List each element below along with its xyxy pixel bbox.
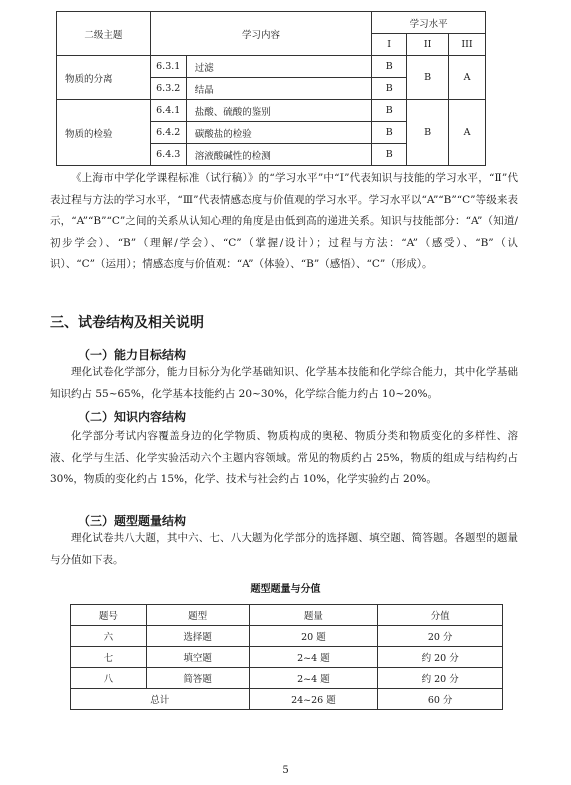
score-table <box>70 604 503 710</box>
header-level-2: II <box>407 34 449 56</box>
table-cell: 选择题 <box>146 626 249 647</box>
header-level: 学习水平 <box>372 12 486 34</box>
table-cell: 简答题 <box>146 668 249 689</box>
content-cell: 碳酸盐的检验 <box>186 122 372 144</box>
table-cell: 六 <box>71 626 147 647</box>
level-cell: A <box>449 100 486 166</box>
table-row <box>71 626 503 647</box>
header-topic: 二级主题 <box>57 12 151 56</box>
table-cell: 约 20 分 <box>378 668 503 689</box>
table-cell: 2~4 题 <box>249 647 378 668</box>
code-cell: 6.4.2 <box>150 122 186 144</box>
subsection-heading-types: （三）题型题量结构 <box>78 514 187 528</box>
table-cell: 约 20 分 <box>378 647 503 668</box>
table-row <box>57 100 486 122</box>
content-cell: 溶液酸碱性的检测 <box>186 144 372 166</box>
header-level-3: III <box>449 34 486 56</box>
learning-level-table <box>56 11 486 166</box>
code-cell: 6.3.2 <box>150 78 186 100</box>
topic-cell: 物质的检验 <box>57 100 151 166</box>
content-paragraph: 化学部分考试内容覆盖身边的化学物质、物质构成的奥秘、物质分类和物质变化的多样性、溶液、化学与生活、化学实验活动六个主题内容领域。常见的物质约占 25%，物质的组成与结构约占 30%，物质的变化约占 15%，化学、技术与社会约占 10%，化学实验约占 20%。 <box>50 430 518 485</box>
level-note-paragraph: 《上海市中学化学课程标准（试行稿）》的“学习水平”中“Ⅰ”代表知识与技能的学习水平，“Ⅱ”代表过程与方法的学习水平，“Ⅲ”代表情感态度与价值观的学习水平。学习水平以“A”“B”“C”等级来表示，“A”“B”“C”之间的关系从认知心理的角度是由低到高的递进关系。知识与技能部分：“A”（知道/初步学会）、“B”（理解/学会）、“C”（掌握/设计）；过程与方法：“A”（感受）、“B”（认识）、“C”（运用）；情感态度与价值观：“A”（体验）、“B”（感悟）、“C”（形成）。 <box>50 172 518 270</box>
level-cell: B <box>372 100 407 122</box>
level-cell: B <box>407 100 449 166</box>
ability-paragraph: 理化试卷化学部分，能力目标分为化学基础知识、化学基本技能和化学综合能力，其中化学基础知识约占 55~65%，化学基本技能约占 20~30%，化学综合能力约占 10~20%。 <box>50 366 518 400</box>
code-cell: 6.4.1 <box>150 100 186 122</box>
header-level-1: I <box>372 34 407 56</box>
section-heading: 三、试卷结构及相关说明 <box>50 315 204 331</box>
total-count-cell: 24~26 题 <box>249 689 378 710</box>
table-cell: 八 <box>71 668 147 689</box>
total-score-cell: 60 分 <box>378 689 503 710</box>
header-cell: 题量 <box>249 605 378 626</box>
topic-cell: 物质的分离 <box>57 56 151 100</box>
level-cell: B <box>372 144 407 166</box>
types-paragraph: 理化试卷共八大题，其中六、七、八大题为化学部分的选择题、填空题、简答题。各题型的题量与分值如下表。 <box>50 532 518 566</box>
table-cell: 20 分 <box>378 626 503 647</box>
content-cell: 盐酸、硫酸的鉴别 <box>186 100 372 122</box>
header-cell: 题号 <box>71 605 147 626</box>
subsection-heading-ability: （一）能力目标结构 <box>78 348 187 362</box>
level-cell: B <box>407 56 449 100</box>
table-row <box>71 647 503 668</box>
header-cell: 分值 <box>378 605 503 626</box>
level-cell: B <box>372 56 407 78</box>
table-cell: 填空题 <box>146 647 249 668</box>
code-cell: 6.3.1 <box>150 56 186 78</box>
subsection-heading-content: （二）知识内容结构 <box>78 410 187 424</box>
total-label-cell: 总计 <box>71 689 250 710</box>
total-row <box>71 689 503 710</box>
code-cell: 6.4.3 <box>150 144 186 166</box>
page-number: 5 <box>282 765 289 776</box>
level-cell: B <box>372 122 407 144</box>
table-caption: 题型题量与分值 <box>250 584 321 595</box>
content-cell: 过滤 <box>186 56 372 78</box>
table-cell: 七 <box>71 647 147 668</box>
level-cell: A <box>449 56 486 100</box>
header-content: 学习内容 <box>150 12 371 56</box>
content-cell: 结晶 <box>186 78 372 100</box>
table-header-row <box>71 605 503 626</box>
table-cell: 2~4 题 <box>249 668 378 689</box>
table-cell: 20 题 <box>249 626 378 647</box>
level-cell: B <box>372 78 407 100</box>
table-row <box>57 56 486 78</box>
header-cell: 题型 <box>146 605 249 626</box>
table-row <box>71 668 503 689</box>
